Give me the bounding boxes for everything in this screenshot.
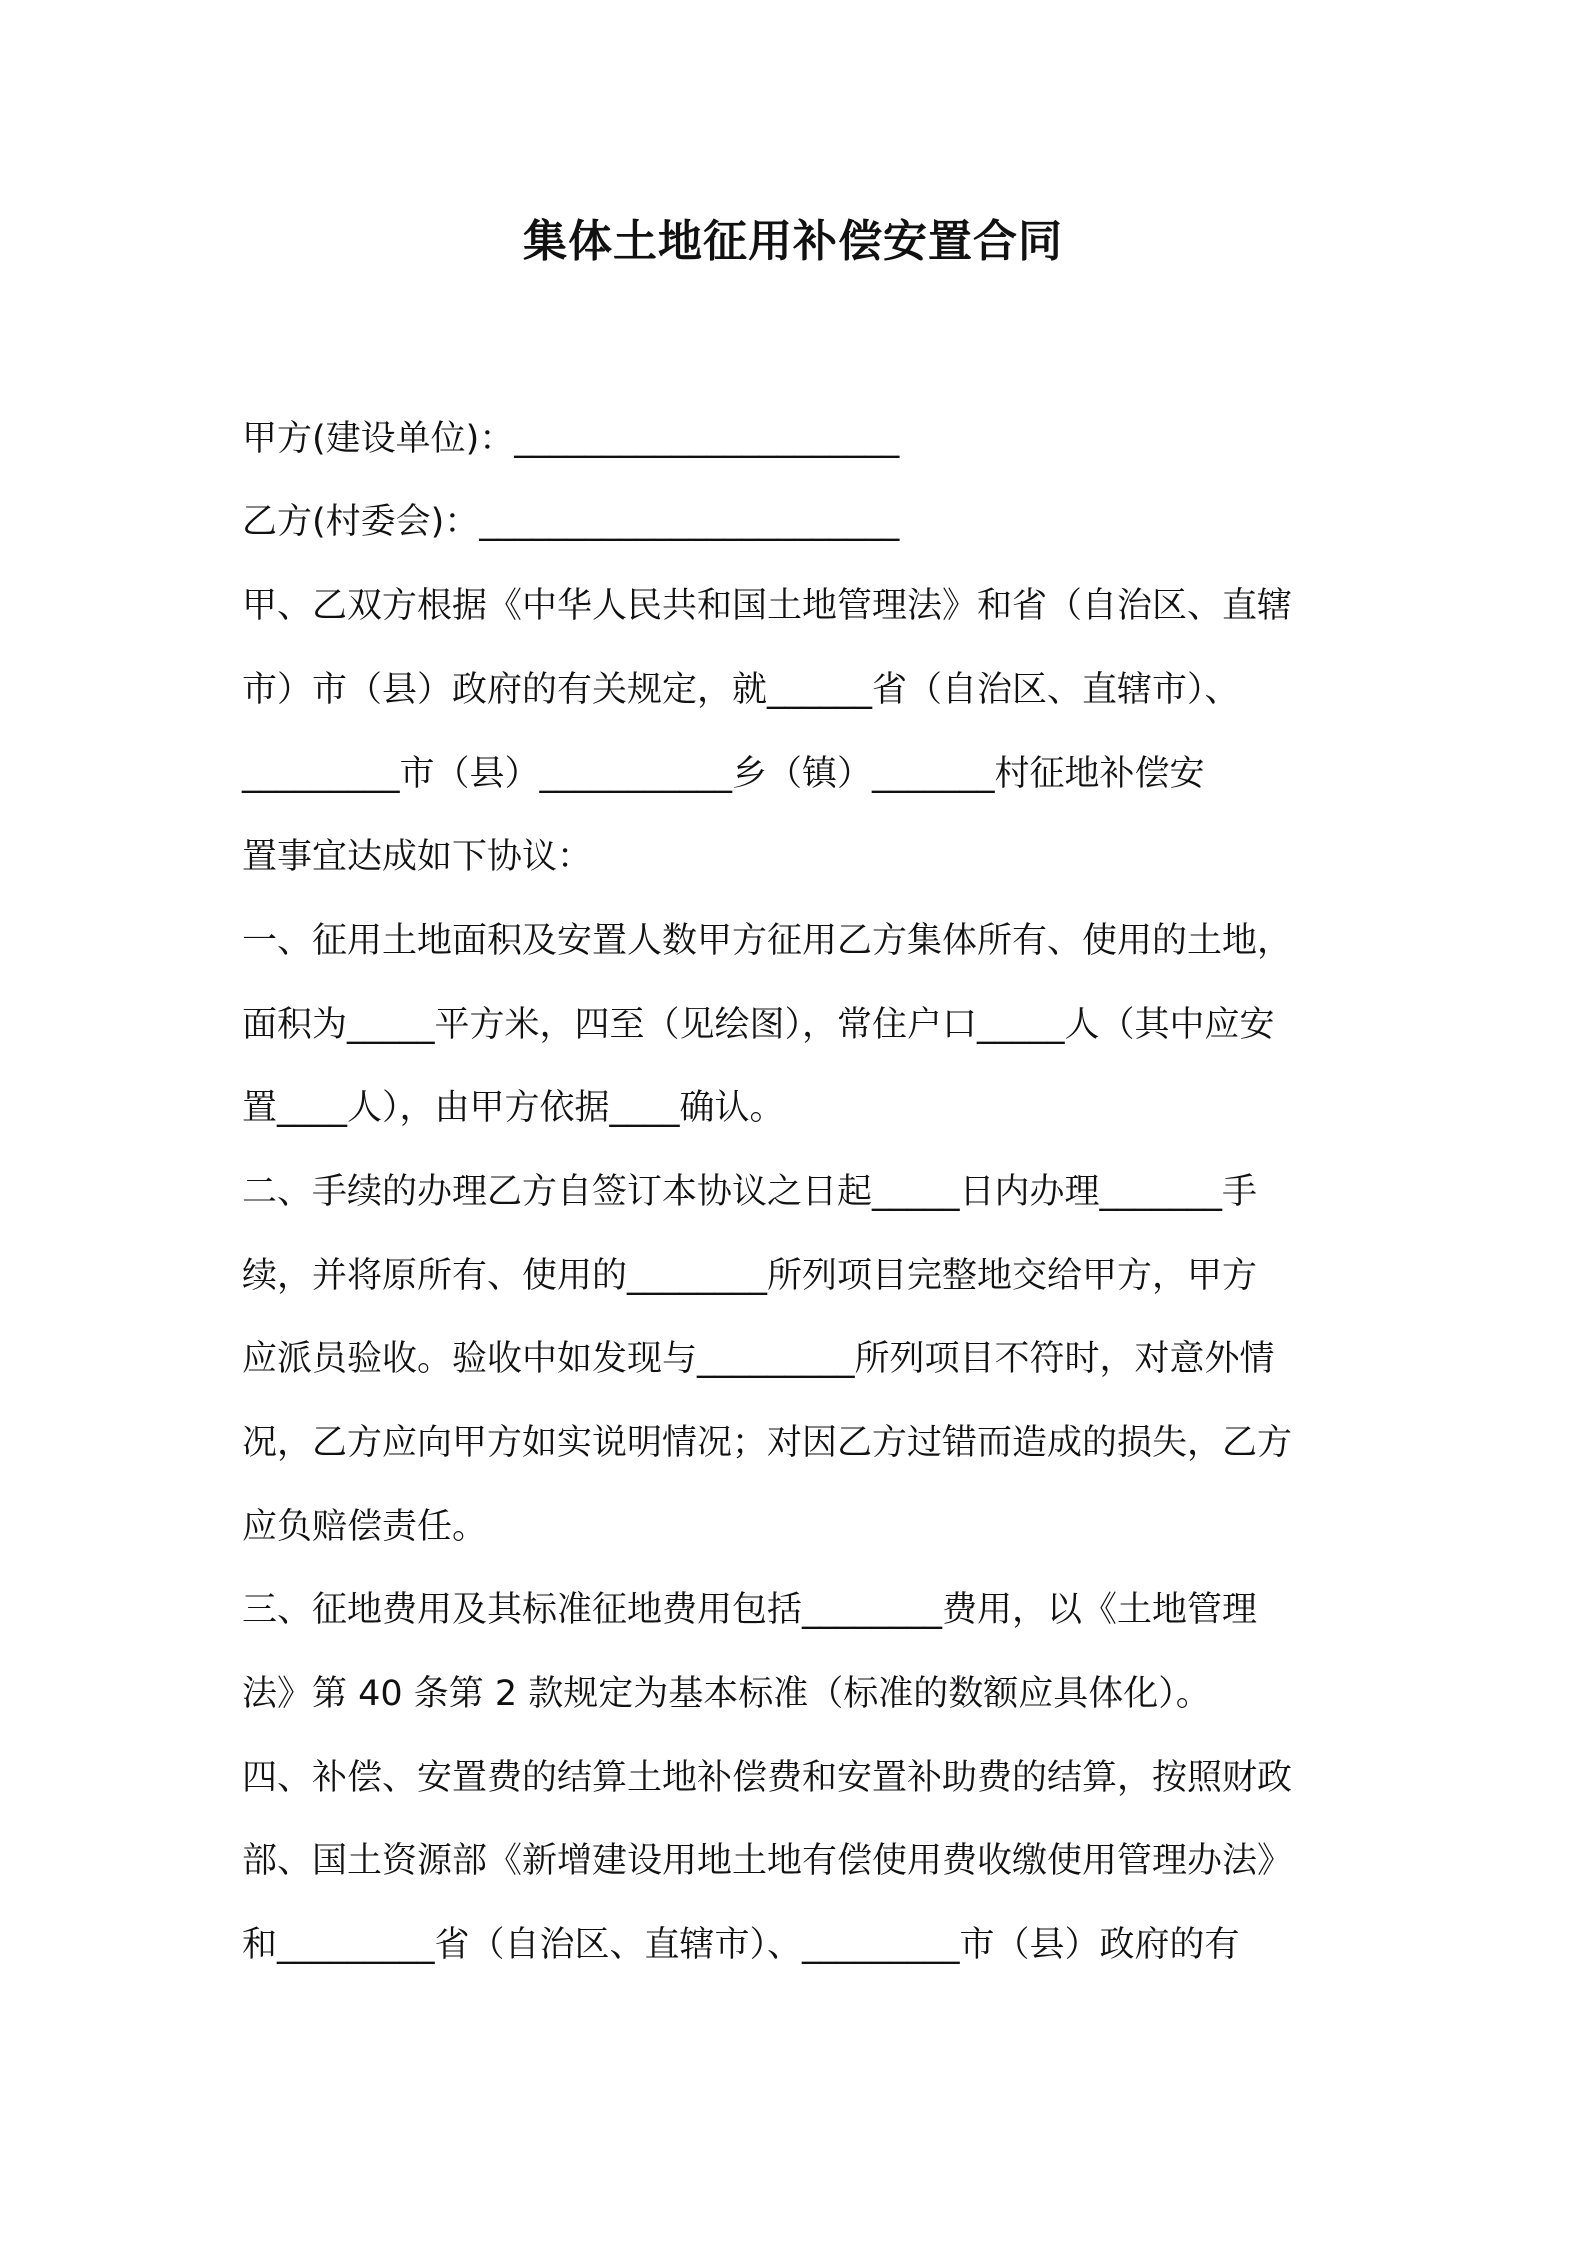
clause-2-line-4: 况，乙方应向甲方如实说明情况；对因乙方过错而造成的损失，乙方	[242, 1423, 1293, 1463]
clause-4-line-2: 部、国土资源部《新增建设用地土地有偿使用费收缴使用管理办法》	[242, 1841, 1293, 1881]
clause-1-line-2: 面积为_____平方米，四至（见绘图），常住户口_____人（其中应安	[242, 1005, 1275, 1045]
preamble-line-4: 置事宜达成如下协议：	[242, 837, 593, 877]
clause-3-line-2: 法》第 40 条第 2 款规定为基本标准（标准的数额应具体化）。	[242, 1674, 1211, 1714]
preamble-line-3: _________市（县）___________乡（镇）_______村征地补偿安	[242, 754, 1205, 794]
party-a-line: 甲方(建设单位)：______________________	[242, 419, 900, 459]
clause-1-line-3: 置____人），由甲方依据____确认。	[242, 1088, 785, 1128]
party-b-line: 乙方(村委会)：________________________	[242, 502, 900, 542]
clause-4-line-1: 四、补偿、安置费的结算土地补偿费和安置补助费的结算，按照财政	[242, 1758, 1293, 1798]
clause-4-line-3: 和_________省（自治区、直辖市）、_________市（县）政府的有	[242, 1925, 1240, 1965]
preamble-line-1: 甲、乙双方根据《中华人民共和国土地管理法》和省（自治区、直辖	[242, 586, 1293, 626]
clause-2-line-3: 应派员验收。验收中如发现与_________所列项目不符时，对意外情	[242, 1339, 1275, 1379]
clause-2-line-5: 应负赔偿责任。	[242, 1507, 488, 1547]
document-title: 集体土地征用补偿安置合同	[523, 216, 1063, 267]
preamble-line-2: 市）市（县）政府的有关规定，就______省（自治区、直辖市）、	[242, 670, 1240, 710]
clause-2-line-2: 续，并将原所有、使用的________所列项目完整地交给甲方，甲方	[242, 1256, 1258, 1296]
clause-3-line-1: 三、征地费用及其标准征地费用包括________费用，以《土地管理	[242, 1590, 1258, 1630]
clause-2-line-1: 二、手续的办理乙方自签订本协议之日起_____日内办理_______手	[242, 1172, 1258, 1212]
clause-1-line-1: 一、征用土地面积及安置人数甲方征用乙方集体所有、使用的土地，	[242, 921, 1293, 961]
